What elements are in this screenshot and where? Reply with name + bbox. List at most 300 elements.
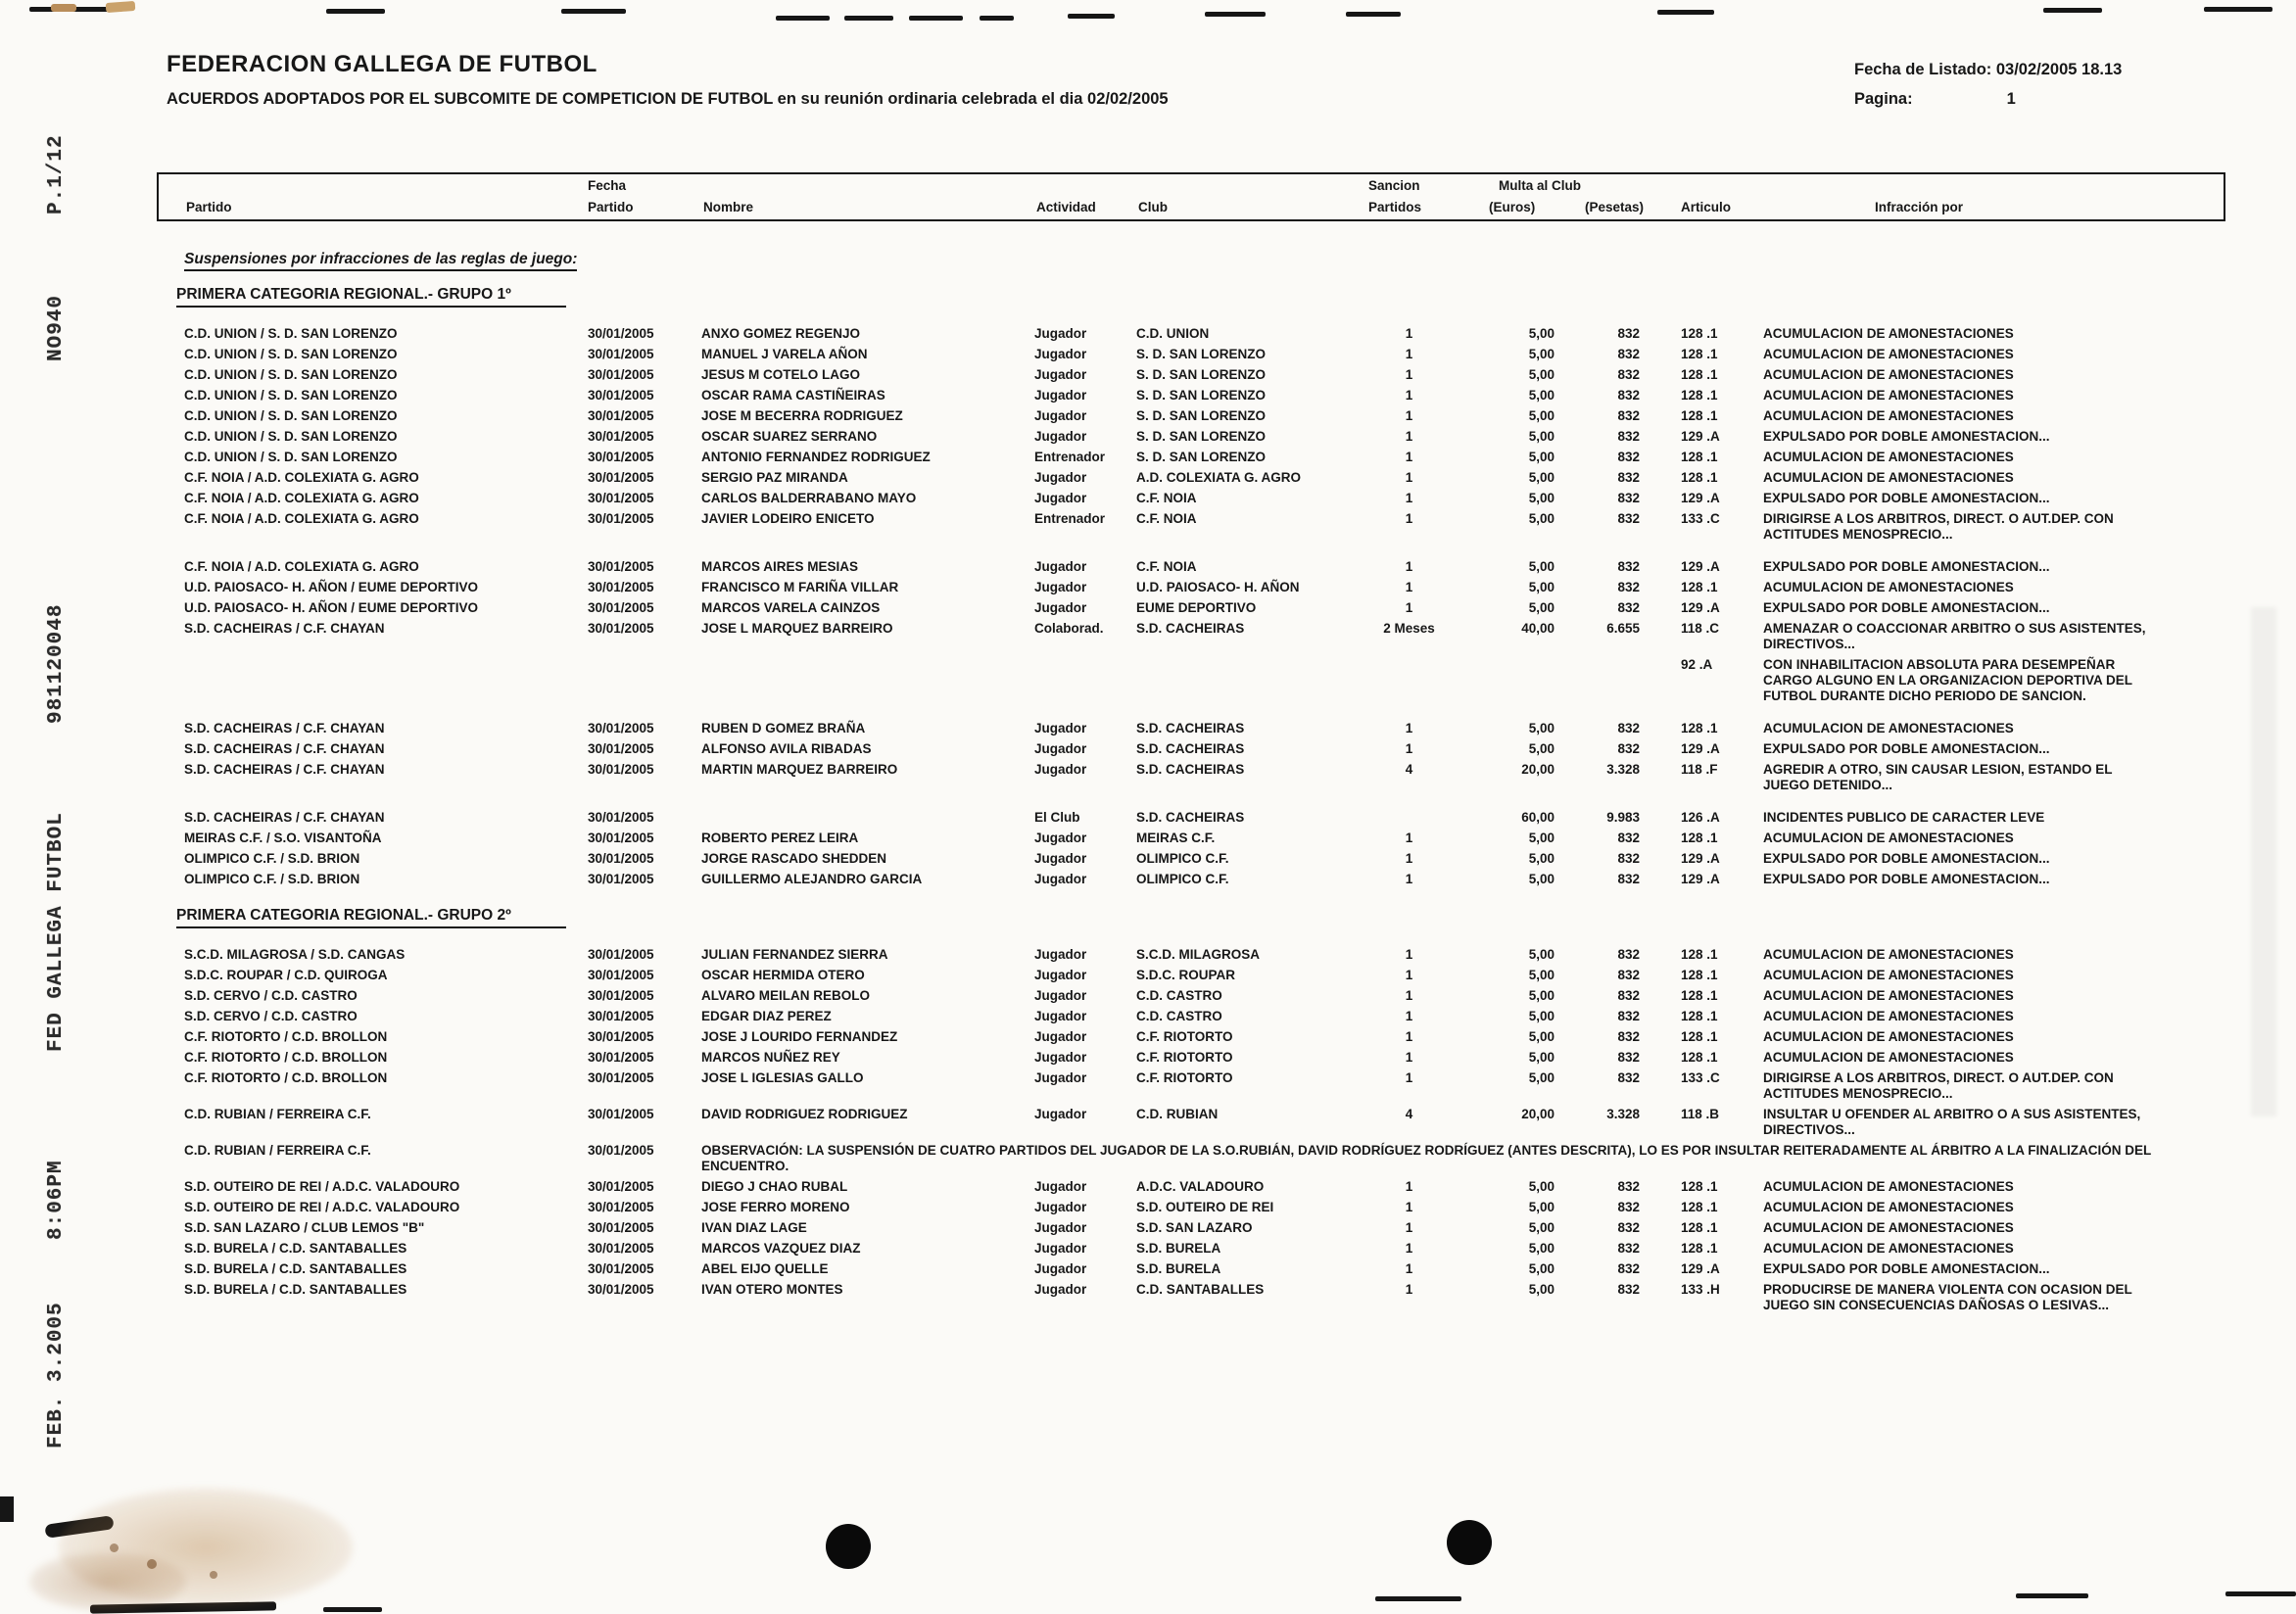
table-row <box>157 738 2225 759</box>
cell-articulo: 118 .F <box>1681 761 1718 777</box>
table-row <box>157 1104 2225 1140</box>
table-row <box>157 467 2225 488</box>
scan-artifact <box>2016 1593 2088 1598</box>
cell-sancion-partidos: 1 <box>1405 987 1413 1003</box>
cell-club: S.C.D. MILAGROSA <box>1136 946 1261 962</box>
cell-partido: S.D. BURELA / C.D. SANTABALLES <box>184 1281 407 1297</box>
cell-multa-euros: 5,00 <box>1528 987 1555 1003</box>
cell-partido: OLIMPICO C.F. / S.D. BRION <box>184 871 360 886</box>
cell-observacion: OBSERVACIÓN: LA SUSPENSIÓN DE CUATRO PARTIDOS DEL JUGADOR DE LA S.O.RUBIÁN, DAVID RODRÍGUEZ RODRÍGUEZ (ANTES DESCRITA), LO ES POR INSULTAR REITERADAMENTE AL ÁRBITRO A LA FINALIZACIÓN DEL ENCUENTRO. <box>701 1142 2152 1173</box>
cell-nombre: MANUEL J VARELA AÑON <box>701 346 868 361</box>
cell-sancion-partidos: 1 <box>1405 1281 1413 1297</box>
cell-infraccion: ACUMULACION DE AMONESTACIONES <box>1763 469 2014 485</box>
cell-nombre: EDGAR DIAZ PEREZ <box>701 1008 832 1023</box>
cell-multa-euros: 5,00 <box>1528 490 1555 505</box>
cell-fecha-partido: 30/01/2005 <box>588 407 654 423</box>
cell-actividad: El Club <box>1034 809 1080 825</box>
cell-sancion-partidos: 4 <box>1405 761 1413 777</box>
cell-multa-euros: 5,00 <box>1528 1260 1555 1276</box>
cell-club: EUME DEPORTIVO <box>1136 599 1257 615</box>
cell-multa-pesetas: 832 <box>1617 346 1640 361</box>
cell-sancion-partidos: 1 <box>1405 1178 1413 1194</box>
report-body <box>157 286 2225 1315</box>
table-row <box>157 828 2225 848</box>
cell-club: OLIMPICO C.F. <box>1136 871 1229 886</box>
cell-partido: C.D. RUBIAN / FERREIRA C.F. <box>184 1142 371 1158</box>
cell-actividad: Jugador <box>1034 407 1087 423</box>
cell-partido: C.D. UNION / S. D. SAN LORENZO <box>184 387 398 403</box>
scan-artifact <box>1657 10 1714 15</box>
table-row <box>157 965 2225 985</box>
table-row <box>157 848 2225 869</box>
cell-infraccion: ACUMULACION DE AMONESTACIONES <box>1763 579 2014 594</box>
table-row <box>157 364 2225 385</box>
cell-multa-euros: 5,00 <box>1528 325 1555 341</box>
cell-fecha-partido: 30/01/2005 <box>588 761 654 777</box>
table-row <box>157 718 2225 738</box>
cell-multa-pesetas: 832 <box>1617 1260 1640 1276</box>
cell-sancion-partidos: 1 <box>1405 1219 1413 1235</box>
cell-sancion-partidos <box>1366 810 1481 826</box>
cell-fecha-partido: 30/01/2005 <box>588 830 654 845</box>
cell-club: S.D. CACHEIRAS <box>1136 809 1245 825</box>
cell-articulo: 128 .1 <box>1681 1178 1718 1194</box>
cell-multa-euros: 5,00 <box>1528 599 1555 615</box>
cell-nombre <box>701 657 1034 704</box>
pagina-row <box>1854 86 2122 112</box>
cell-club: A.D. COLEXIATA G. AGRO <box>1136 469 1301 485</box>
table-row <box>157 508 2225 545</box>
cell-sancion-partidos: 1 <box>1405 428 1413 444</box>
cell-actividad: Jugador <box>1034 1281 1087 1297</box>
cell-infraccion: EXPULSADO POR DOBLE AMONESTACION... <box>1763 850 2050 866</box>
cell-actividad: Jugador <box>1034 987 1087 1003</box>
cell-infraccion: INSULTAR U OFENDER AL ARBITRO O A SUS ASISTENTES, DIRECTIVOS... <box>1763 1106 2141 1137</box>
cell-actividad: Jugador <box>1034 830 1087 845</box>
section-title: PRIMERA CATEGORIA REGIONAL.- GRUPO 1º <box>176 286 2225 304</box>
cell-articulo: 128 .1 <box>1681 346 1718 361</box>
cell-infraccion: ACUMULACION DE AMONESTACIONES <box>1763 967 2014 982</box>
scan-artifact <box>1375 1596 1461 1601</box>
pagina-value: 1 <box>2006 90 2016 108</box>
cell-nombre: ABEL EIJO QUELLE <box>701 1260 829 1276</box>
scan-artifact <box>51 4 76 12</box>
cell-infraccion: INCIDENTES PUBLICO DE CARACTER LEVE <box>1763 809 2045 825</box>
stain <box>29 1552 186 1611</box>
cell-multa-pesetas: 832 <box>1617 871 1640 886</box>
cell-sancion-partidos: 1 <box>1405 325 1413 341</box>
fax-transmission-line <box>41 72 76 1542</box>
cell-club: C.D. CASTRO <box>1136 987 1222 1003</box>
cell-club: C.D. RUBIAN <box>1136 1106 1219 1121</box>
cell-articulo: 128 .1 <box>1681 407 1718 423</box>
cell-articulo: 133 .H <box>1681 1281 1720 1297</box>
document-subtitle: ACUERDOS ADOPTADOS POR EL SUBCOMITE DE COMPETICION DE FUTBOL en su reunión ordinaria celebrada el dia 02/02/2005 <box>167 90 1169 108</box>
cell-sancion-partidos: 4 <box>1405 1106 1413 1121</box>
col-header-partido: Partido <box>186 200 232 214</box>
cell-partido: S.D. CACHEIRAS / C.F. CHAYAN <box>184 740 385 756</box>
cell-actividad: Jugador <box>1034 1106 1087 1121</box>
cell-articulo: 128 .1 <box>1681 1028 1718 1044</box>
cell-nombre: JOSE J LOURIDO FERNANDEZ <box>701 1028 898 1044</box>
cell-club: OLIMPICO C.F. <box>1136 850 1229 866</box>
cell-partido: MEIRAS C.F. / S.O. VISANTOÑA <box>184 830 382 845</box>
scan-artifact <box>326 9 385 14</box>
cell-club: S. D. SAN LORENZO <box>1136 428 1267 444</box>
cell-multa-pesetas: 3.328 <box>1606 761 1640 777</box>
cell-fecha-partido: 30/01/2005 <box>588 325 654 341</box>
cell-fecha-partido: 30/01/2005 <box>588 1028 654 1044</box>
fax-page-count: P.1/12 <box>45 134 68 214</box>
cell-multa-euros: 5,00 <box>1528 1240 1555 1256</box>
cell-infraccion: ACUMULACION DE AMONESTACIONES <box>1763 346 2014 361</box>
cell-multa-euros: 5,00 <box>1528 1281 1555 1297</box>
cell-club: C.F. RIOTORTO <box>1136 1069 1233 1085</box>
cell-fecha-partido: 30/01/2005 <box>588 599 654 615</box>
cell-nombre: OSCAR HERMIDA OTERO <box>701 967 865 982</box>
cell-multa-pesetas: 832 <box>1617 407 1640 423</box>
cell-fecha-partido: 30/01/2005 <box>588 871 654 886</box>
cell-nombre: JULIAN FERNANDEZ SIERRA <box>701 946 888 962</box>
cell-partido: C.D. UNION / S. D. SAN LORENZO <box>184 428 398 444</box>
stain <box>147 1559 157 1569</box>
scan-artifact <box>2043 8 2102 13</box>
cell-nombre: IVAN OTERO MONTES <box>701 1281 843 1297</box>
cell-partido: S.D. SAN LAZARO / CLUB LEMOS "B" <box>184 1219 425 1235</box>
cell-fecha-partido: 30/01/2005 <box>588 1219 654 1235</box>
cell-actividad: Jugador <box>1034 579 1087 594</box>
cell-partido: S.D. CACHEIRAS / C.F. CHAYAN <box>184 720 385 736</box>
cell-multa-euros: 5,00 <box>1528 469 1555 485</box>
col-header-club: Club <box>1138 200 1168 214</box>
stain <box>210 1571 217 1579</box>
cell-multa-euros: 20,00 <box>1521 1106 1555 1121</box>
cell-infraccion: EXPULSADO POR DOBLE AMONESTACION... <box>1763 871 2050 886</box>
cell-multa-euros: 5,00 <box>1528 830 1555 845</box>
cell-club: S. D. SAN LORENZO <box>1136 346 1267 361</box>
cell-partido: U.D. PAIOSACO- H. AÑON / EUME DEPORTIVO <box>184 599 479 615</box>
table-row <box>157 944 2225 965</box>
cell-actividad: Jugador <box>1034 967 1087 982</box>
table-row <box>157 405 2225 426</box>
cell-actividad: Jugador <box>1034 346 1087 361</box>
cell-sancion-partidos: 1 <box>1405 850 1413 866</box>
cell-actividad: Jugador <box>1034 1178 1087 1194</box>
table-row <box>157 1047 2225 1068</box>
cell-multa-euros: 5,00 <box>1528 740 1555 756</box>
cell-fecha-partido: 30/01/2005 <box>588 346 654 361</box>
cell-nombre: OSCAR SUAREZ SERRANO <box>701 428 878 444</box>
cell-actividad: Entrenador <box>1034 510 1106 526</box>
table-row <box>157 1258 2225 1279</box>
table-row <box>157 1026 2225 1047</box>
cell-nombre: JOSE L IGLESIAS GALLO <box>701 1069 864 1085</box>
table-row <box>157 1176 2225 1197</box>
cell-club: C.F. NOIA <box>1136 510 1197 526</box>
cell-partido: S.D. BURELA / C.D. SANTABALLES <box>184 1260 407 1276</box>
fax-date: FEB. 3.2005 <box>45 1302 68 1448</box>
cell-partido: OLIMPICO C.F. / S.D. BRION <box>184 850 360 866</box>
cell-club: S.D. OUTEIRO DE REI <box>1136 1199 1274 1214</box>
cell-multa-pesetas: 832 <box>1617 1178 1640 1194</box>
cell-multa-pesetas: 6.655 <box>1606 620 1640 636</box>
listing-meta <box>1854 57 2122 112</box>
cell-articulo: 128 .1 <box>1681 469 1718 485</box>
cell-infraccion: ACUMULACION DE AMONESTACIONES <box>1763 449 2014 464</box>
cell-nombre: MARCOS VARELA CAINZOS <box>701 599 881 615</box>
cell-multa-euros: 5,00 <box>1528 407 1555 423</box>
cell-nombre <box>701 810 1034 826</box>
cell-partido: S.D. BURELA / C.D. SANTABALLES <box>184 1240 407 1256</box>
cell-actividad: Jugador <box>1034 720 1087 736</box>
cell-actividad: Jugador <box>1034 490 1087 505</box>
cell-infraccion: ACUMULACION DE AMONESTACIONES <box>1763 1008 2014 1023</box>
cell-infraccion: EXPULSADO POR DOBLE AMONESTACION... <box>1763 740 2050 756</box>
cell-fecha-partido: 30/01/2005 <box>588 1199 654 1214</box>
cell-multa-euros: 5,00 <box>1528 1178 1555 1194</box>
table-row <box>157 1006 2225 1026</box>
cell-club: C.F. NOIA <box>1136 490 1197 505</box>
cell-articulo: 129 .A <box>1681 850 1720 866</box>
cell-multa-pesetas: 9.983 <box>1606 809 1640 825</box>
document-title: FEDERACION GALLEGA DE FUTBOL <box>167 51 598 77</box>
table-row <box>157 426 2225 447</box>
cell-sancion-partidos: 1 <box>1405 1008 1413 1023</box>
cell-multa-pesetas: 832 <box>1617 850 1640 866</box>
cell-fecha-partido: 30/01/2005 <box>588 449 654 464</box>
cell-articulo: 128 .1 <box>1681 946 1718 962</box>
cell-fecha-partido: 30/01/2005 <box>588 510 654 526</box>
cell-multa-pesetas: 832 <box>1617 1199 1640 1214</box>
cell-nombre: RUBEN D GOMEZ BRAÑA <box>701 720 866 736</box>
cell-actividad: Jugador <box>1034 558 1087 574</box>
cell-actividad: Jugador <box>1034 850 1087 866</box>
cell-multa-pesetas: 832 <box>1617 1028 1640 1044</box>
cell-sancion-partidos: 1 <box>1405 830 1413 845</box>
cell-infraccion: ACUMULACION DE AMONESTACIONES <box>1763 407 2014 423</box>
cell-infraccion: ACUMULACION DE AMONESTACIONES <box>1763 830 2014 845</box>
cell-multa-pesetas: 832 <box>1617 558 1640 574</box>
table-row <box>157 985 2225 1006</box>
cell-fecha-partido: 30/01/2005 <box>588 490 654 505</box>
cell-partido: S.D. CERVO / C.D. CASTRO <box>184 1008 358 1023</box>
cell-partido: S.C.D. MILAGROSA / S.D. CANGAS <box>184 946 406 962</box>
cell-multa-euros: 5,00 <box>1528 449 1555 464</box>
cell-actividad: Jugador <box>1034 428 1087 444</box>
cell-infraccion: ACUMULACION DE AMONESTACIONES <box>1763 1240 2014 1256</box>
scan-artifact <box>0 1496 14 1522</box>
cell-nombre: JOSE M BECERRA RODRIGUEZ <box>701 407 903 423</box>
table-row <box>157 597 2225 618</box>
col-header-articulo: Articulo <box>1681 200 1732 214</box>
table-row <box>157 1217 2225 1238</box>
cell-sancion-partidos: 1 <box>1405 510 1413 526</box>
cell-articulo: 128 .1 <box>1681 387 1718 403</box>
table-row <box>157 1140 2225 1176</box>
cell-infraccion: ACUMULACION DE AMONESTACIONES <box>1763 1219 2014 1235</box>
cell-nombre: FRANCISCO M FARIÑA VILLAR <box>701 579 899 594</box>
cell-actividad: Jugador <box>1034 1069 1087 1085</box>
cell-nombre: ROBERTO PEREZ LEIRA <box>701 830 859 845</box>
scan-artifact <box>1205 12 1266 17</box>
table-row <box>157 869 2225 889</box>
cell-multa-euros: 5,00 <box>1528 579 1555 594</box>
cell-fecha-partido: 30/01/2005 <box>588 558 654 574</box>
cell-nombre: GUILLERMO ALEJANDRO GARCIA <box>701 871 923 886</box>
cell-multa-euros: 5,00 <box>1528 366 1555 382</box>
cell-club: C.F. RIOTORTO <box>1136 1049 1233 1065</box>
cell-sancion-partidos: 1 <box>1405 469 1413 485</box>
cell-partido: S.D. CACHEIRAS / C.F. CHAYAN <box>184 620 385 636</box>
fecha-listado-value: 03/02/2005 18.13 <box>1995 61 2123 78</box>
cell-fecha-partido: 30/01/2005 <box>588 1260 654 1276</box>
cell-partido: C.F. RIOTORTO / C.D. BROLLON <box>184 1028 388 1044</box>
cell-articulo: 133 .C <box>1681 1069 1720 1085</box>
section-title: PRIMERA CATEGORIA REGIONAL.- GRUPO 2º <box>176 907 2225 925</box>
table-row <box>157 577 2225 597</box>
cell-actividad: Jugador <box>1034 761 1087 777</box>
cell-nombre: JAVIER LODEIRO ENICETO <box>701 510 875 526</box>
scan-artifact <box>1346 12 1401 17</box>
table-row <box>157 556 2225 577</box>
cell-articulo: 129 .A <box>1681 740 1720 756</box>
cell-actividad <box>1034 657 1136 704</box>
cell-club: S. D. SAN LORENZO <box>1136 407 1267 423</box>
cell-nombre: ALVARO MEILAN REBOLO <box>701 987 870 1003</box>
hole-punch <box>1447 1520 1492 1565</box>
cell-partido: S.D.C. ROUPAR / C.D. QUIROGA <box>184 967 388 982</box>
cell-multa-pesetas: 832 <box>1617 946 1640 962</box>
cell-multa-euros <box>1481 657 1572 704</box>
cell-infraccion: EXPULSADO POR DOBLE AMONESTACION... <box>1763 558 2050 574</box>
cell-partido: C.F. RIOTORTO / C.D. BROLLON <box>184 1049 388 1065</box>
cell-sancion-partidos: 2 Meses <box>1383 620 1435 636</box>
table-row <box>157 1197 2225 1217</box>
cell-articulo: 128 .1 <box>1681 366 1718 382</box>
cell-sancion-partidos: 1 <box>1405 1069 1413 1085</box>
cell-club: S. D. SAN LORENZO <box>1136 366 1267 382</box>
cell-multa-pesetas: 832 <box>1617 1281 1640 1297</box>
cell-multa-pesetas: 832 <box>1617 387 1640 403</box>
cell-multa-pesetas: 3.328 <box>1606 1106 1640 1121</box>
cell-articulo: 126 .A <box>1681 809 1720 825</box>
cell-articulo: 129 .A <box>1681 558 1720 574</box>
cell-actividad: Jugador <box>1034 1240 1087 1256</box>
cell-club: S.D. SAN LAZARO <box>1136 1219 1253 1235</box>
cell-nombre: SERGIO PAZ MIRANDA <box>701 469 848 485</box>
cell-actividad: Jugador <box>1034 1028 1087 1044</box>
cell-articulo: 128 .1 <box>1681 1199 1718 1214</box>
cell-multa-pesetas: 832 <box>1617 579 1640 594</box>
cell-sancion-partidos: 1 <box>1405 1049 1413 1065</box>
cell-infraccion: AGREDIR A OTRO, SIN CAUSAR LESION, ESTANDO EL JUEGO DETENIDO... <box>1763 761 2113 792</box>
cell-club: MEIRAS C.F. <box>1136 830 1216 845</box>
table-row <box>157 447 2225 467</box>
cell-nombre: JOSE L MARQUEZ BARREIRO <box>701 620 893 636</box>
cell-partido <box>157 657 586 704</box>
cell-partido: C.D. UNION / S. D. SAN LORENZO <box>184 407 398 423</box>
fecha-listado-label: Fecha de Listado: <box>1854 61 1992 78</box>
cell-partido: C.F. NOIA / A.D. COLEXIATA G. AGRO <box>184 490 419 505</box>
cell-infraccion: DIRIGIRSE A LOS ARBITROS, DIRECT. O AUT.DEP. CON ACTITUDES MENOSPRECIO... <box>1763 510 2114 542</box>
scan-artifact <box>909 16 963 21</box>
cell-multa-euros: 5,00 <box>1528 967 1555 982</box>
cell-fecha-partido: 30/01/2005 <box>588 740 654 756</box>
cell-fecha-partido: 30/01/2005 <box>588 620 654 636</box>
table-row <box>157 654 2225 706</box>
cell-multa-euros: 5,00 <box>1528 346 1555 361</box>
cell-actividad: Jugador <box>1034 1049 1087 1065</box>
cell-articulo: 129 .A <box>1681 599 1720 615</box>
cell-actividad: Jugador <box>1034 366 1087 382</box>
cell-multa-pesetas: 832 <box>1617 469 1640 485</box>
cell-actividad: Jugador <box>1034 1260 1087 1276</box>
cell-multa-pesetas <box>1572 657 1665 704</box>
cell-articulo: 128 .1 <box>1681 1049 1718 1065</box>
cell-sancion-partidos: 1 <box>1405 946 1413 962</box>
cell-articulo: 118 .B <box>1681 1106 1720 1121</box>
cell-infraccion: PRODUCIRSE DE MANERA VIOLENTA CON OCASION DEL JUEGO SIN CONSECUENCIAS DAÑOSAS O LESIVAS... <box>1763 1281 2132 1312</box>
cell-articulo: 128 .1 <box>1681 1008 1718 1023</box>
cell-sancion-partidos: 1 <box>1405 720 1413 736</box>
cell-nombre: ANTONIO FERNANDEZ RODRIGUEZ <box>701 449 931 464</box>
cell-multa-euros: 5,00 <box>1528 871 1555 886</box>
cell-multa-pesetas: 832 <box>1617 740 1640 756</box>
cell-articulo: 129 .A <box>1681 1260 1720 1276</box>
cell-multa-euros: 5,00 <box>1528 946 1555 962</box>
cell-club: A.D.C. VALADOURO <box>1136 1178 1265 1194</box>
cell-nombre: ANXO GOMEZ REGENJO <box>701 325 861 341</box>
cell-fecha-partido: 30/01/2005 <box>588 987 654 1003</box>
cell-multa-euros: 5,00 <box>1528 1008 1555 1023</box>
cell-multa-euros: 60,00 <box>1521 809 1555 825</box>
scan-artifact <box>2251 607 2276 1116</box>
cell-sancion-partidos: 1 <box>1405 490 1413 505</box>
cell-actividad: Entrenador <box>1034 449 1106 464</box>
cell-partido: C.D. UNION / S. D. SAN LORENZO <box>184 449 398 464</box>
cell-sancion-partidos: 1 <box>1405 579 1413 594</box>
cell-partido: C.F. RIOTORTO / C.D. BROLLON <box>184 1069 388 1085</box>
cell-articulo: 128 .1 <box>1681 325 1718 341</box>
cell-articulo: 129 .A <box>1681 490 1720 505</box>
col-header-sancion-partidos: Sancion Partidos <box>1368 178 1422 214</box>
cell-infraccion: ACUMULACION DE AMONESTACIONES <box>1763 1199 2014 1214</box>
cell-actividad: Jugador <box>1034 1199 1087 1214</box>
cell-articulo: 128 .1 <box>1681 830 1718 845</box>
table-row <box>157 323 2225 344</box>
table-row <box>157 1238 2225 1258</box>
cell-infraccion: EXPULSADO POR DOBLE AMONESTACION... <box>1763 599 2050 615</box>
cell-nombre: JOSE FERRO MORENO <box>701 1199 850 1214</box>
table-row <box>157 1068 2225 1104</box>
cell-club: S.D. CACHEIRAS <box>1136 740 1245 756</box>
table-row <box>157 1279 2225 1315</box>
cell-nombre: MARTIN MARQUEZ BARREIRO <box>701 761 898 777</box>
cell-multa-pesetas: 832 <box>1617 987 1640 1003</box>
cell-articulo: 92 .A <box>1681 656 1713 672</box>
cell-sancion-partidos: 1 <box>1405 558 1413 574</box>
cell-fecha-partido: 30/01/2005 <box>588 850 654 866</box>
scan-artifact <box>844 16 893 21</box>
pagina-label: Pagina: <box>1854 90 1913 108</box>
cell-infraccion: ACUMULACION DE AMONESTACIONES <box>1763 946 2014 962</box>
cell-sancion-partidos: 1 <box>1405 1260 1413 1276</box>
cell-nombre: IVAN DIAZ LAGE <box>701 1219 807 1235</box>
cell-actividad: Jugador <box>1034 946 1087 962</box>
cell-actividad: Jugador <box>1034 325 1087 341</box>
fax-sender: FED GALLEGA FUTBOL <box>45 812 68 1052</box>
cell-multa-euros: 5,00 <box>1528 558 1555 574</box>
